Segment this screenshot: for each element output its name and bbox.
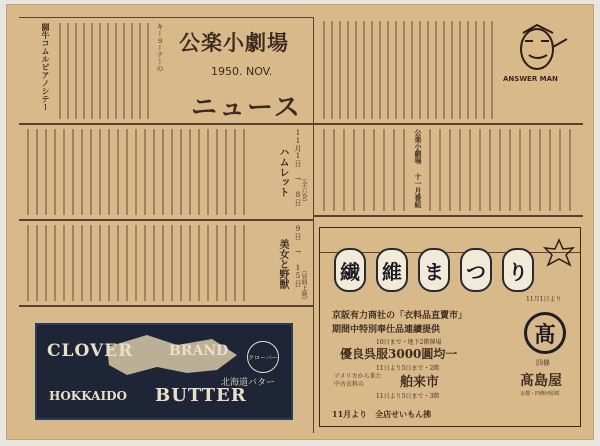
festival-line6c: 舶来市 xyxy=(400,375,440,390)
store-branch-label: 四條 xyxy=(536,359,550,367)
side-caption: キーヨーテーの xyxy=(156,23,164,72)
festival-footer: 11月より 全店せいもん拂 xyxy=(332,409,432,419)
masthead-news: ニュース xyxy=(191,93,302,123)
center-fold xyxy=(313,17,314,433)
film1-title: ハムレット xyxy=(277,147,288,197)
hokkaido-text: HOKKAIDO xyxy=(49,389,127,403)
newspaper-sheet xyxy=(6,4,594,440)
hokkaido-silhouette xyxy=(37,325,295,422)
festival-line4: 優良呉服3000圓均一 xyxy=(340,347,458,361)
festival-date-small: 11月1日より xyxy=(526,296,562,303)
clover-butter-ad xyxy=(35,323,293,420)
answer-man-caption: ANSWER MAN xyxy=(503,75,558,83)
lantern-5: り xyxy=(502,248,534,292)
butter-text: BUTTER xyxy=(155,385,247,406)
lantern-1: 繊 xyxy=(334,248,366,292)
festival-line7: 11日より5日まで・3階 xyxy=(376,393,440,400)
top-rule-left xyxy=(19,17,313,18)
lantern-4: つ xyxy=(460,248,492,292)
film1-note: （全六巻） xyxy=(300,175,307,205)
article-text-block xyxy=(57,23,149,119)
rule-left-2 xyxy=(19,219,313,221)
programme-grid xyxy=(319,129,581,211)
rule-right-1 xyxy=(313,123,583,125)
store-address: 京都・四條河原町 xyxy=(520,391,561,397)
kana-label: 北海道バター xyxy=(221,378,276,388)
festival-line6b: 中古衣料の xyxy=(334,381,365,388)
lantern-3: ま xyxy=(418,248,450,292)
festival-line2: 期間中特別奉仕品連續提供 xyxy=(332,325,441,335)
middle-heading: 公楽小劇場 十一月番組 xyxy=(413,129,423,211)
festival-ad xyxy=(319,227,581,427)
festival-line6a: アメリカから来た xyxy=(334,373,382,380)
brand-text: BRAND xyxy=(169,343,229,359)
film2-note: （昼間上映） xyxy=(300,267,307,303)
lantern-2: 維 xyxy=(376,248,408,292)
store-name: 髙島屋 xyxy=(520,373,562,389)
takashimaya-logo: 髙 xyxy=(524,312,566,354)
rule-left-3 xyxy=(19,305,313,307)
clover-text: CLOVER xyxy=(47,341,134,361)
clover-seal: クローバー xyxy=(247,341,279,373)
rule-right-2 xyxy=(313,215,583,217)
answer-man-text-block xyxy=(319,21,499,119)
film1-dates: 11月1日 → 8日 xyxy=(294,129,302,206)
masthead-title: 公楽小劇場 xyxy=(179,30,289,55)
maple-leaf-icon xyxy=(542,238,576,268)
festival-line5: 11日より5日まで・2階 xyxy=(376,365,440,372)
left-vertical-heading: 闘牛コムルピアノシテー xyxy=(41,23,51,111)
film2-title: 美女と野獣 xyxy=(277,239,288,289)
programme-text-block-2 xyxy=(23,225,253,301)
programme-text-block-1 xyxy=(23,129,253,215)
festival-line1: 京阪有力商社の「衣料品直賣市」 xyxy=(332,311,468,321)
film2-dates: 9日 → 15日 xyxy=(294,225,302,287)
masthead-date: 1950. NOV. xyxy=(211,65,273,78)
answer-man-caricature-icon xyxy=(503,19,573,79)
festival-line3: 10日まで・地下2階催場 xyxy=(376,339,442,346)
